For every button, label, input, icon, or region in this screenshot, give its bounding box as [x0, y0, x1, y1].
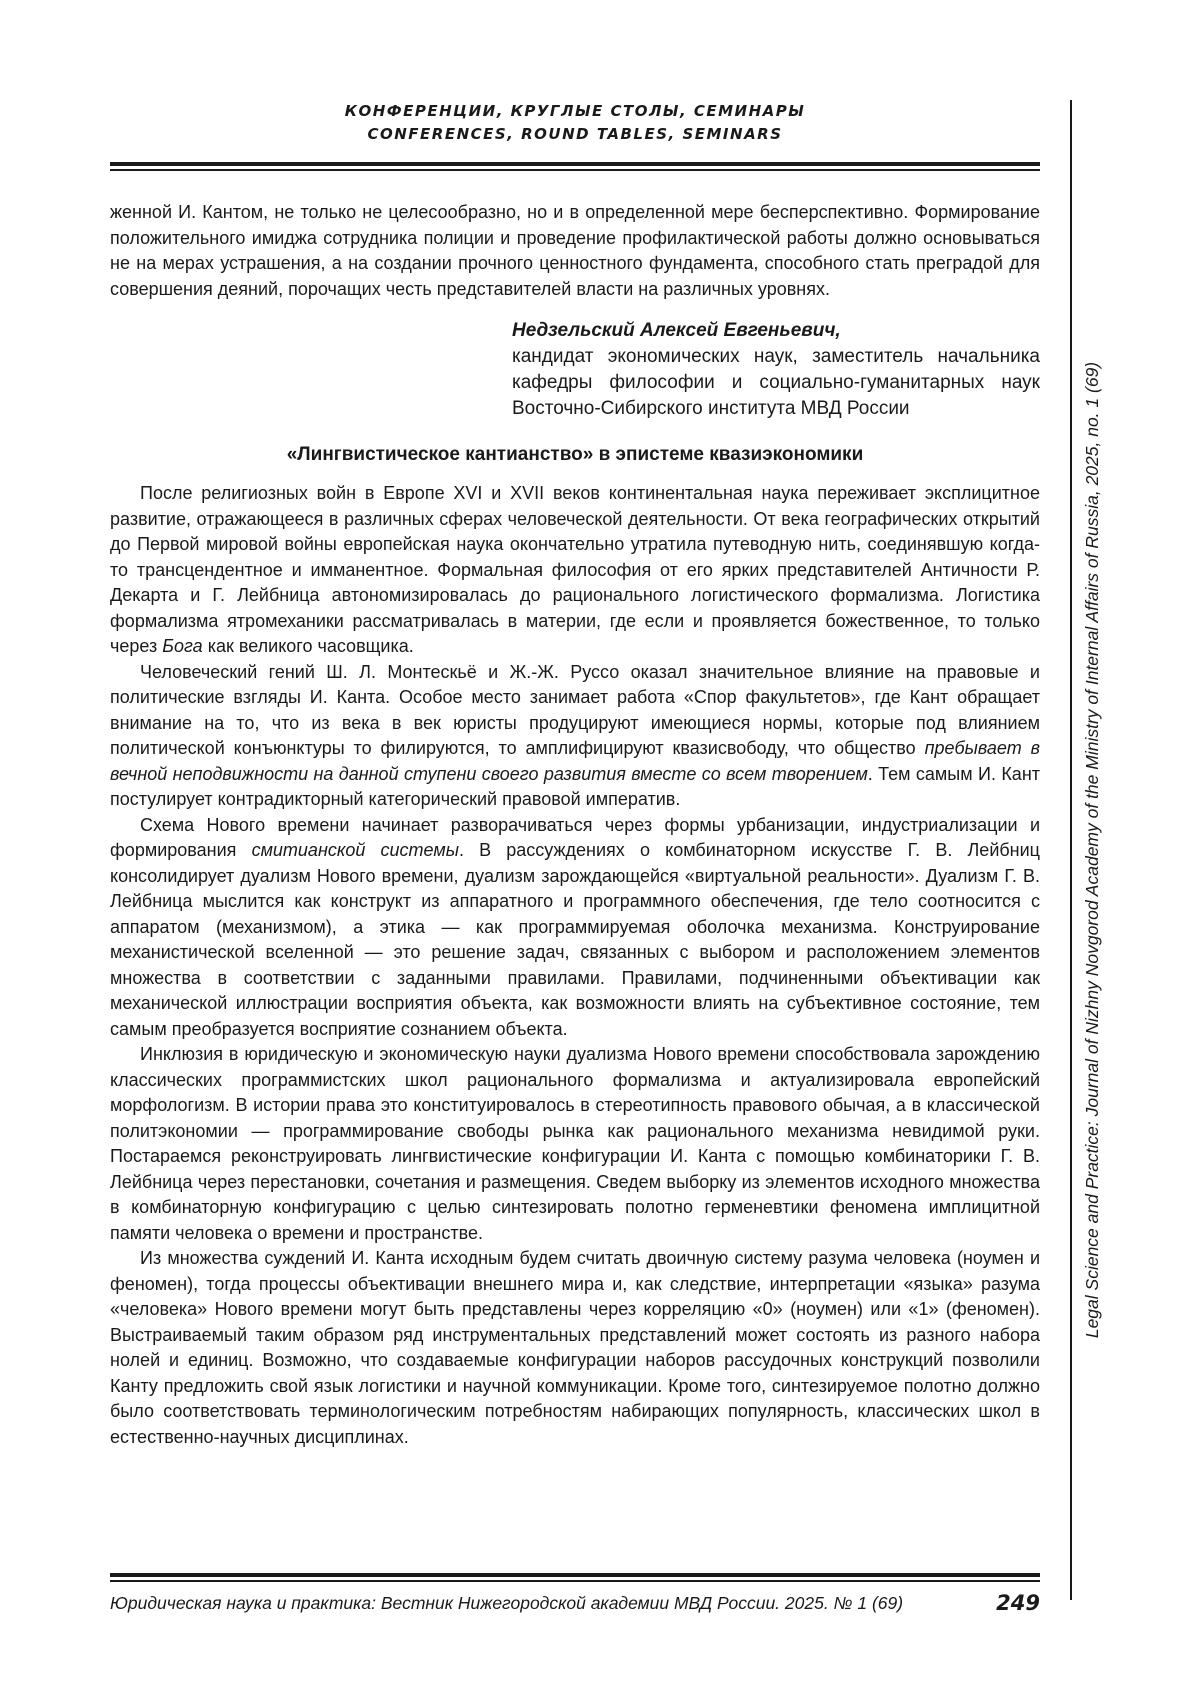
p1-text-a: После религиозных войн в Европе XVI и XVII веков континентальная наука переживает эксплицитное развитие, отражающееся в различных сферах человеческой деятельности. От века географических открытий до Первой мировой войны европейская наука окончательно утратила путеводную нить, соединявшую когда-то трансцендентное и имманентное. Формальная философия от его ярких представителей Античности Р. Декарта и Г. Лейбница автономизировалась до рационального логистического формализма. Логистика формализма ятромеханики рассматривалась в материи, где если и проявляется божественное, то только через [110, 483, 1040, 656]
running-header [110, 100, 1040, 146]
p2-text-b: . Тем самым И. Кант постулирует контрадикторный категорический правовой императив. [110, 763, 1040, 809]
paragraph-1 [110, 481, 1040, 660]
page-content [110, 200, 1040, 1450]
page-number: 249 [996, 1591, 1040, 1615]
paragraph-4: Инклюзия в юридическую и экономическую науки дуализма Нового времени способствовала зарождению классических программистских школ рационального формализма и актуализировала европейский морфологизм. В истории права это конституировалось в стереотипность правового обычая, а в классической политэкономии — программирование свободы рынка как рационального механизма невидимой руки. Постараемся реконструировать лингвистические конфигурации И. Канта с помощью комбинаторики Г. В. Лейбница через перестановки, сочетания и размещения. Сведем выборку из элементов исходного множества в комбинаторную конфигурацию с целью синтезировать полотно герменевтики феномена имплицитной памяти человека о времени и пространстве. [110, 1044, 1040, 1243]
footer-rule [110, 1573, 1040, 1582]
header-section-ru: КОНФЕРЕНЦИИ, КРУГЛЫЕ СТОЛЫ, СЕМИНАРЫ [344, 102, 806, 120]
paragraph-3 [110, 813, 1040, 1043]
header-section-en: CONFERENCES, ROUND TABLES, SEMINARS [367, 125, 783, 143]
intro-paragraph: женной И. Кантом, не только не целесообразно, но и в определенной мере бесперспективно. Формирование положительного имиджа сотрудника полиции и проведение профилактической работы должно основываться не на мерах устрашения, а на создании прочного ценностного фундамента, способного стать преградой для совершения деяний, порочащих честь представителей власти на различных уровнях. [110, 202, 1040, 299]
p1-emphasis: Бога [162, 636, 203, 656]
p1-text-b: как великого часовщика. [202, 636, 414, 656]
author-name-line [512, 318, 1040, 344]
p2-text-a: Человеческий гений Ш. Л. Монтескьё и Ж.-Ж. Руссо оказал значительное влияние на правовые и политические взгляды И. Канта. Особое место занимает работа «Спор факультетов», где Кант обращает внимание на то, что из века в век юристы продуцируют имеющиеся нормы, которые под влиянием политической конъюнктуры то филируются, то амплифицируют квазисвободу, что общество [110, 661, 1040, 758]
side-margin [1078, 100, 1106, 1600]
header-rule [110, 162, 1040, 171]
author-name: Недзельский Алексей Евгеньевич [512, 320, 836, 341]
running-footer [110, 1588, 1040, 1618]
author-name-suffix: , [835, 320, 841, 341]
p3-text-a: Схема Нового времени начинает разворачиваться через формы урбанизации, индустриализации и формирования [110, 814, 1040, 860]
paragraph-5: Из множества суждений И. Канта исходным будем считать двоичную систему разума человека (ноумен и феномен), тогда процессы объективации внешнего мира и, как следствие, интерпретации «языка» разума «человека» Нового времени могут быть представлены через корреляцию «0» (ноумен) или «1» (феномен). Выстраиваемый таким образом ряд инструментальных представлений может состоять из разного набора нолей и единиц. Возможно, что создаваемые конфигурации наборов рассудочных конструкций позволили Канту предложить свой язык логистики и научной коммуникации. Кроме того, синтезируемое полотно должно было соответствовать терминологическим потребностям набирающих популярность, классических школ в естественно-научных дисциплинах. [110, 1248, 1040, 1447]
footer-journal-title: Юридическая наука и практика: Вестник Нижегородской академии МВД России. 2025. № 1 (69) [110, 1593, 904, 1613]
side-journal-title: Legal Science and Practice: Journal of Nizhny Novgorod Academy of the Ministry of Internal Affairs of Russia, 2025, no. 1 (69) [1082, 361, 1102, 1339]
article-title: «Лингвистическое кантианство» в эпистеме квазиэкономики [286, 444, 864, 465]
author-description: кандидат экономических наук, заместитель начальника кафедры философии и социально-гуманитарных наук Восточно-Сибирского института МВД России [512, 346, 1040, 419]
p3-text-b: . В рассуждениях о комбинаторном искусстве Г. В. Лейбниц консолидирует дуализм Нового времени, дуализм зарождающейся «виртуальной реальности». Дуализм Г. В. Лейбница мыслится как конструкт из аппаратного и программного обеспечения, где тело соотносится с аппаратом (механизмом), а этика — как программируемая оболочка механизма. Конструирование механистической вселенной — это решение задач, связанных с выбором и расположением элементов множества в соответствии с заданными правилами. Правилами, подчиненными объективации как механической иллюстрации восприятия объекта, как возможности влиять на субъективное состояние, тем самым преобразуется восприятие сознанием объекта. [110, 840, 1040, 1039]
p3-emphasis: смитианской системы [251, 840, 459, 860]
paragraph-2 [110, 660, 1040, 813]
author-block [512, 318, 1040, 422]
p2-emphasis: пребывает в вечной неподвижности на данной ступени своего развития вместе со всем творением [110, 738, 1040, 784]
side-vertical-rule [1070, 100, 1072, 1600]
